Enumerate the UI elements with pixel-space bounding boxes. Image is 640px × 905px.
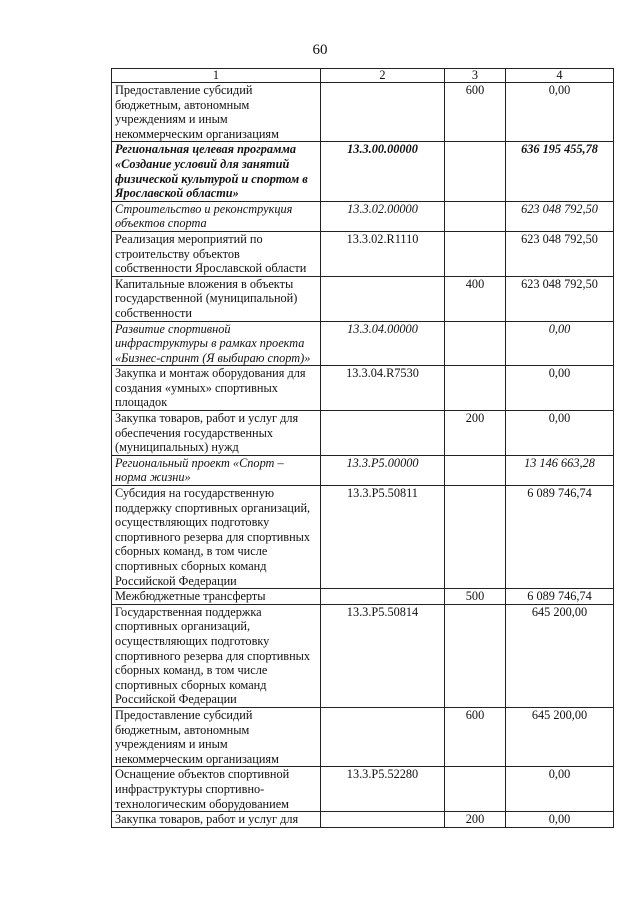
column-header-1: 1	[112, 69, 321, 83]
row-name-cell: Региональная целевая программа «Создание условий для занятий физической культурой и спортом в Ярославской области»	[112, 142, 321, 201]
row-amount-cell: 0,00	[506, 812, 614, 828]
table-row	[112, 83, 614, 142]
table-header-row	[112, 69, 614, 83]
row-type-cell	[445, 321, 506, 366]
row-name-cell: Закупка и монтаж оборудования для создания «умных» спортивных площадок	[112, 366, 321, 411]
row-name-cell: Закупка товаров, работ и услуг для обеспечения государственных (муниципальных) нужд	[112, 411, 321, 456]
budget-table	[111, 68, 614, 828]
row-code-cell: 13.3.04.00000	[321, 321, 445, 366]
row-type-cell: 600	[445, 83, 506, 142]
row-amount-cell: 0,00	[506, 321, 614, 366]
row-type-cell: 600	[445, 707, 506, 766]
row-code-cell	[321, 411, 445, 456]
table-row	[112, 486, 614, 589]
row-code-cell: 13.3.02.00000	[321, 201, 445, 231]
row-name-cell: Региональный проект «Спорт – норма жизни»	[112, 455, 321, 485]
row-amount-cell: 636 195 455,78	[506, 142, 614, 201]
row-name-cell: Предоставление субсидий бюджетным, автономным учреждениям и иным некоммерческим организациям	[112, 83, 321, 142]
row-type-cell: 200	[445, 411, 506, 456]
column-header-2: 2	[321, 69, 445, 83]
row-amount-cell: 623 048 792,50	[506, 231, 614, 276]
row-type-cell	[445, 231, 506, 276]
row-amount-cell: 0,00	[506, 411, 614, 456]
row-amount-cell: 645 200,00	[506, 707, 614, 766]
row-code-cell	[321, 589, 445, 605]
table-row	[112, 604, 614, 707]
table-body	[112, 83, 614, 828]
table-row	[112, 276, 614, 321]
row-code-cell	[321, 707, 445, 766]
table-row	[112, 142, 614, 201]
row-type-cell	[445, 767, 506, 812]
row-type-cell: 200	[445, 812, 506, 828]
table-row	[112, 812, 614, 828]
row-name-cell: Межбюджетные трансферты	[112, 589, 321, 605]
row-code-cell: 13.3.P5.52280	[321, 767, 445, 812]
row-code-cell	[321, 812, 445, 828]
row-code-cell: 13.3.04.R7530	[321, 366, 445, 411]
table-row	[112, 767, 614, 812]
table-row	[112, 201, 614, 231]
row-name-cell: Развитие спортивной инфраструктуры в рамках проекта «Бизнес-спринт (Я выбираю спорт)»	[112, 321, 321, 366]
table-row	[112, 321, 614, 366]
row-code-cell: 13.3.P5.00000	[321, 455, 445, 485]
row-amount-cell: 6 089 746,74	[506, 486, 614, 589]
row-code-cell	[321, 83, 445, 142]
row-name-cell: Закупка товаров, работ и услуг для	[112, 812, 321, 828]
row-code-cell: 13.3.00.00000	[321, 142, 445, 201]
row-type-cell	[445, 142, 506, 201]
table-row	[112, 589, 614, 605]
row-amount-cell: 13 146 663,28	[506, 455, 614, 485]
row-type-cell: 400	[445, 276, 506, 321]
table-row	[112, 411, 614, 456]
row-name-cell: Строительство и реконструкция объектов спорта	[112, 201, 321, 231]
table-row	[112, 455, 614, 485]
table-row	[112, 707, 614, 766]
row-type-cell	[445, 486, 506, 589]
row-amount-cell: 645 200,00	[506, 604, 614, 707]
row-type-cell	[445, 201, 506, 231]
row-name-cell: Предоставление субсидий бюджетным, автономным учреждениям и иным некоммерческим организациям	[112, 707, 321, 766]
row-amount-cell: 0,00	[506, 83, 614, 142]
row-amount-cell: 623 048 792,50	[506, 201, 614, 231]
row-amount-cell: 6 089 746,74	[506, 589, 614, 605]
row-type-cell	[445, 455, 506, 485]
row-name-cell: Реализация мероприятий по строительству объектов собственности Ярославской области	[112, 231, 321, 276]
row-type-cell	[445, 366, 506, 411]
row-type-cell: 500	[445, 589, 506, 605]
page-number: 60	[312, 42, 328, 58]
column-header-3: 3	[445, 69, 506, 83]
row-name-cell: Субсидия на государственную поддержку спортивных организаций, осуществляющих подготовку спортивного резерва для спортивных сборных команд, в том числе спортивных сборных команд Российской Федерации	[112, 486, 321, 589]
row-code-cell: 13.3.P5.50811	[321, 486, 445, 589]
column-header-4: 4	[506, 69, 614, 83]
row-code-cell: 13.3.P5.50814	[321, 604, 445, 707]
row-amount-cell: 0,00	[506, 366, 614, 411]
row-name-cell: Оснащение объектов спортивной инфраструктуры спортивно-технологическим оборудованием	[112, 767, 321, 812]
table-row	[112, 366, 614, 411]
row-code-cell	[321, 276, 445, 321]
row-code-cell: 13.3.02.R1110	[321, 231, 445, 276]
row-amount-cell: 623 048 792,50	[506, 276, 614, 321]
row-type-cell	[445, 604, 506, 707]
row-amount-cell: 0,00	[506, 767, 614, 812]
row-name-cell: Государственная поддержка спортивных организаций, осуществляющих подготовку спортивного резерва для спортивных сборных команд, в том числе спортивных сборных команд Российской Федерации	[112, 604, 321, 707]
row-name-cell: Капитальные вложения в объекты государственной (муниципальной) собственности	[112, 276, 321, 321]
table-row	[112, 231, 614, 276]
